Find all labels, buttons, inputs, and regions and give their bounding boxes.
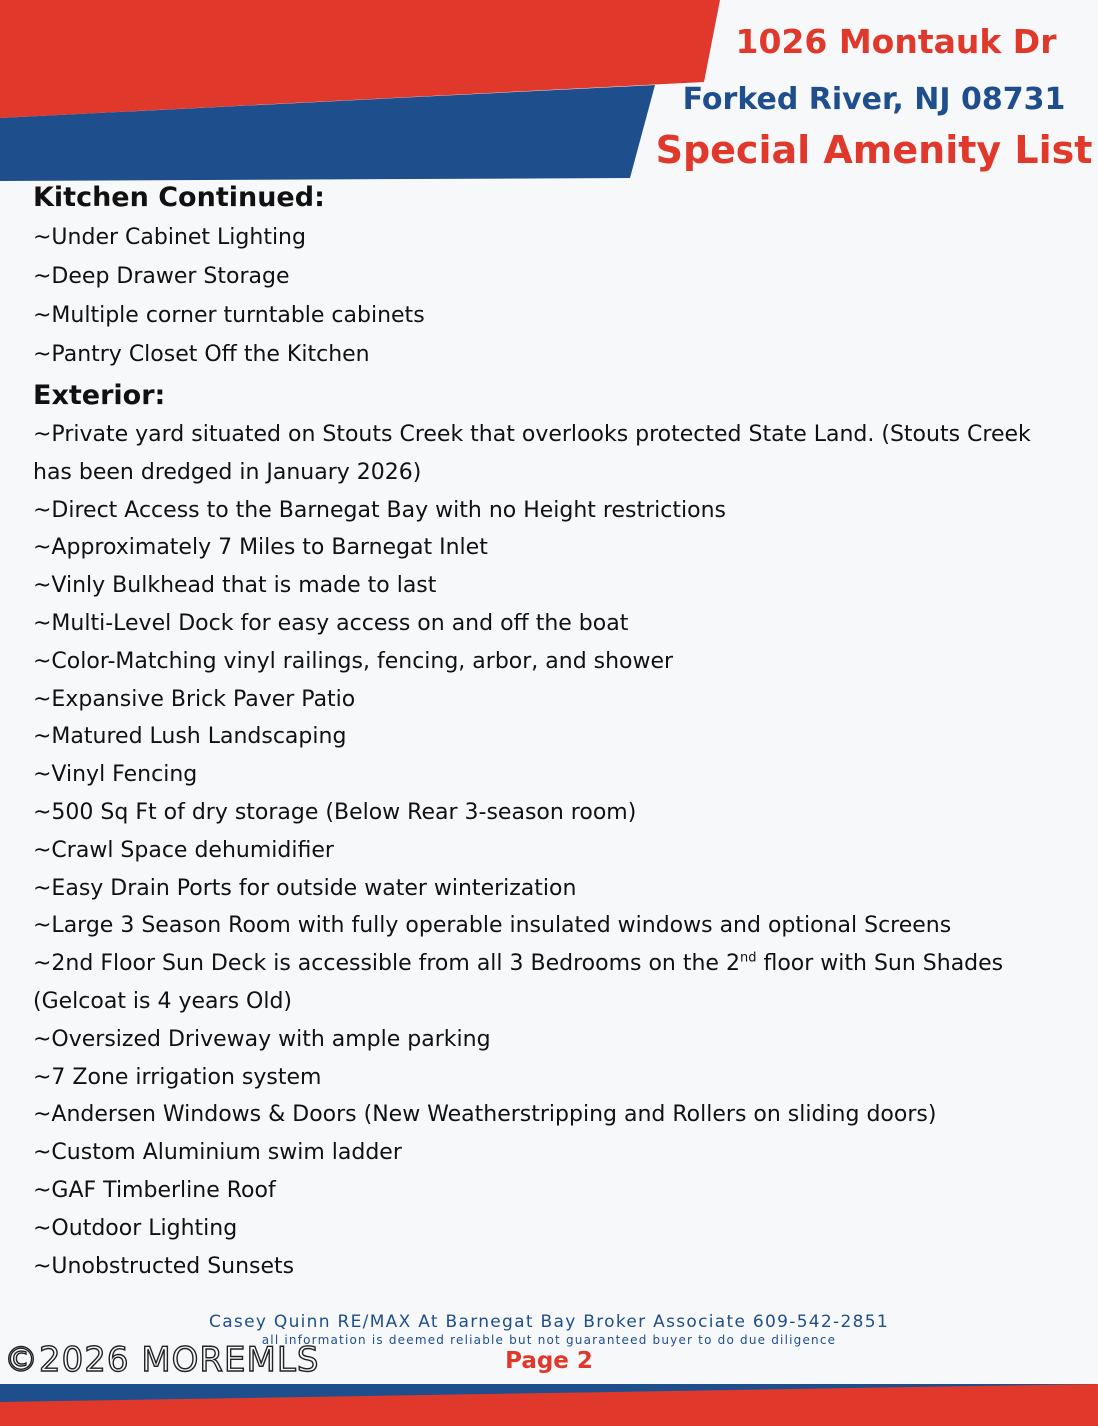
ordinal-superscript: nd [739,950,757,966]
exterior-section [33,376,1043,1285]
kitchen-heading: Kitchen Continued: [33,182,325,213]
list-item: ~GAF Timberline Roof [33,1177,276,1203]
list-item: ~Unobstructed Sunsets [33,1253,295,1279]
list-item: ~Multi-Level Dock for easy access on and off the boat [33,610,629,636]
list-item: ~Multiple corner turntable cabinets [33,303,425,328]
list-item-sun-deck [33,945,1043,983]
list-item: has been dredged in January 2026) [33,459,422,485]
list-item: (Gelcoat is 4 years Old) [33,988,293,1014]
sun-deck-text-end: floor with Sun Shades [756,951,1004,977]
property-address: 1026 Montauk Dr [735,22,1057,61]
exterior-heading: Exterior: [33,380,166,411]
list-item: ~Under Cabinet Lighting [33,225,306,250]
list-item: ~7 Zone irrigation system [33,1064,322,1090]
list-item: ~500 Sq Ft of dry storage (Below Rear 3-season room) [33,799,637,825]
list-item: ~Easy Drain Ports for outside water winterization [33,875,577,901]
list-item: ~Oversized Driveway with ample parking [33,1026,491,1052]
list-item: ~Approximately 7 Miles to Barnegat Inlet [33,535,488,561]
list-item: ~Large 3 Season Room with fully operable insulated windows and optional Screens [33,913,952,939]
amenity-content [33,178,1043,1285]
sun-deck-text: ~2nd Floor Sun Deck is accessible from all 3 Bedrooms on the 2 [33,951,740,977]
agent-contact: Casey Quinn RE/MAX At Barnegat Bay Broker Associate 609-542-2851 [209,1312,889,1332]
list-item: ~Private yard situated on Stouts Creek that overlooks protected State Land. (Stouts Creek [33,422,1031,447]
list-item: ~Deep Drawer Storage [33,264,290,289]
copyright-watermark: ©2026 MOREMLS [4,1340,320,1380]
footer-banner [0,1384,1098,1426]
list-item: ~Pantry Closet Off the Kitchen [33,342,370,367]
document-title: Special Amenity List [655,128,1093,172]
list-item: ~Crawl Space dehumidifier [33,837,334,863]
list-item: ~Expansive Brick Paver Patio [33,686,356,712]
list-item: ~Custom Aluminium swim ladder [33,1140,402,1166]
page-number: Page 2 [505,1348,593,1374]
list-item: ~Vinly Bulkhead that is made to last [33,573,437,599]
list-item: ~Direct Access to the Barnegat Bay with no Height restrictions [33,497,726,523]
disclaimer: all information is deemed reliable but not guaranteed buyer to do due diligence [261,1333,837,1347]
list-item: ~Outdoor Lighting [33,1215,238,1241]
list-item: ~Andersen Windows & Doors (New Weatherstripping and Rollers on sliding doors) [33,1102,937,1128]
property-city: Forked River, NJ 08731 [682,82,1066,117]
list-item: ~Vinyl Fencing [33,762,198,788]
list-item: ~Matured Lush Landscaping [33,724,347,750]
kitchen-section [33,178,1043,374]
list-item: ~Color-Matching vinyl railings, fencing, arbor, and shower [33,648,674,674]
